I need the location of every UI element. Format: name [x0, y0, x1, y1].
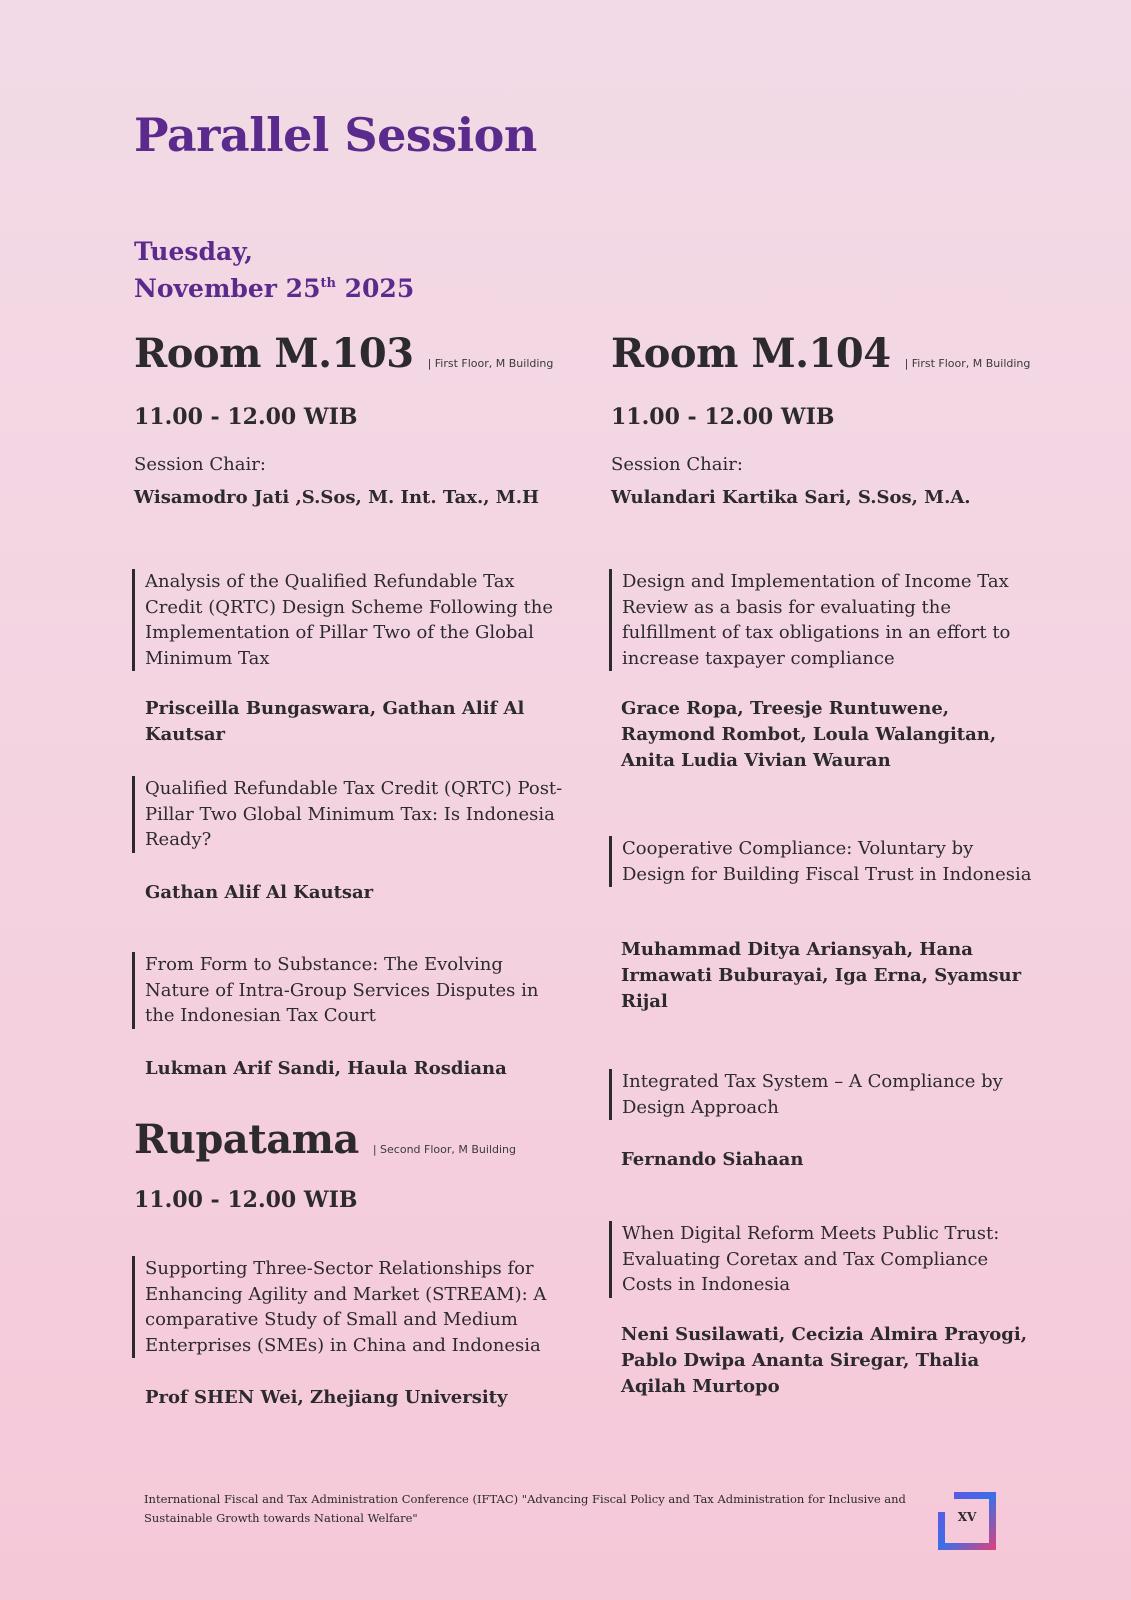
rupatama-paper-1-title: Supporting Three-Sector Relationships for Enhancing Agility and Market (STREAM): A comparative Study of Small and Medium Enterprises (SMEs) in China and Indonesia — [132, 1256, 565, 1358]
room-m103-paper-2-authors: Gathan Alif Al Kautsar — [145, 882, 374, 903]
room-m104-paper-1-title: Design and Implementation of Income Tax Review as a basis for evaluating the fulfillment of tax obligations in an effort to increase taxpayer compliance — [609, 569, 1042, 671]
date-month-day: November 25 — [134, 274, 321, 303]
room-m103-paper-3-title: From Form to Substance: The Evolving Nature of Intra-Group Services Disputes in the Indonesian Tax Court — [132, 952, 565, 1029]
room-m103-paper-2-title: Qualified Refundable Tax Credit (QRTC) Post-Pillar Two Global Minimum Tax: Is Indonesia Ready? — [132, 776, 565, 853]
rupatama-paper-1-authors: Prof SHEN Wei, Zhejiang University — [145, 1387, 508, 1408]
room-m104-chair-name: Wulandari Kartika Sari, S.Sos, M.A. — [611, 487, 971, 508]
room-m103-name: Room M.103 — [134, 330, 414, 377]
rupatama-header — [134, 1116, 516, 1163]
room-m104-paper-4-authors: Neni Susilawati, Cecizia Almira Prayogi, Pablo Dwipa Ananta Siregar, Thalia Aqilah Murtopo — [621, 1324, 1028, 1397]
room-m104-paper-4-title: When Digital Reform Meets Public Trust: Evaluating Coretax and Tax Compliance Costs in Indonesia — [609, 1221, 1042, 1298]
room-m104-name: Room M.104 — [611, 330, 891, 377]
room-m103-paper-1-title: Analysis of the Qualified Refundable Tax Credit (QRTC) Design Scheme Following the Implementation of Pillar Two of the Global Minimum Tax — [132, 569, 565, 671]
room-m104-paper-1-authors: Grace Ropa, Treesje Runtuwene, Raymond Rombot, Loula Walangitan, Anita Ludia Vivian Wauran — [621, 698, 997, 771]
room-m103-time: 11.00 - 12.00 WIB — [134, 404, 358, 430]
room-m103-chair-name: Wisamodro Jati ,S.Sos, M. Int. Tax., M.H — [134, 487, 539, 508]
date-ordinal: th — [320, 276, 336, 291]
room-m104-paper-3-authors: Fernando Siahaan — [621, 1149, 804, 1170]
date-day: Tuesday, — [134, 237, 253, 266]
page-title: Parallel Session — [134, 108, 537, 162]
rupatama-time: 11.00 - 12.00 WIB — [134, 1187, 358, 1213]
session-date — [134, 236, 414, 305]
room-m104-chair-label: Session Chair: — [611, 454, 743, 475]
room-m104-location: | First Floor, M Building — [904, 357, 1031, 370]
room-m104-paper-3-title: Integrated Tax System – A Compliance by Design Approach — [609, 1069, 1042, 1120]
rupatama-location: | Second Floor, M Building — [372, 1143, 517, 1156]
rupatama-name: Rupatama — [134, 1116, 359, 1163]
room-m103-paper-3-authors: Lukman Arif Sandi, Haula Rosdiana — [145, 1058, 507, 1079]
room-m104-time: 11.00 - 12.00 WIB — [611, 404, 835, 430]
footer-conference-text: International Fiscal and Tax Administration Conference (IFTAC) "Advancing Fiscal Policy and Tax Administration for Inclusive and Sustainable Growth towards National Welfare" — [144, 1492, 906, 1525]
room-m103-header — [134, 330, 553, 377]
room-m104-paper-2-authors: Muhammad Ditya Ariansyah, Hana Irmawati Buburayai, Iga Erna, Syamsur Rijal — [621, 939, 1022, 1012]
page-number: XV — [957, 1510, 977, 1524]
room-m104-header — [611, 330, 1030, 377]
room-m103-chair-label: Session Chair: — [134, 454, 266, 475]
date-full — [134, 268, 414, 305]
room-m103-paper-1-authors: Prisceilla Bungaswara, Gathan Alif Al Kautsar — [145, 698, 525, 745]
date-year: 2025 — [335, 274, 415, 303]
room-m104-paper-2-title: Cooperative Compliance: Voluntary by Design for Building Fiscal Trust in Indonesia — [609, 836, 1042, 887]
room-m103-location: | First Floor, M Building — [427, 357, 554, 370]
